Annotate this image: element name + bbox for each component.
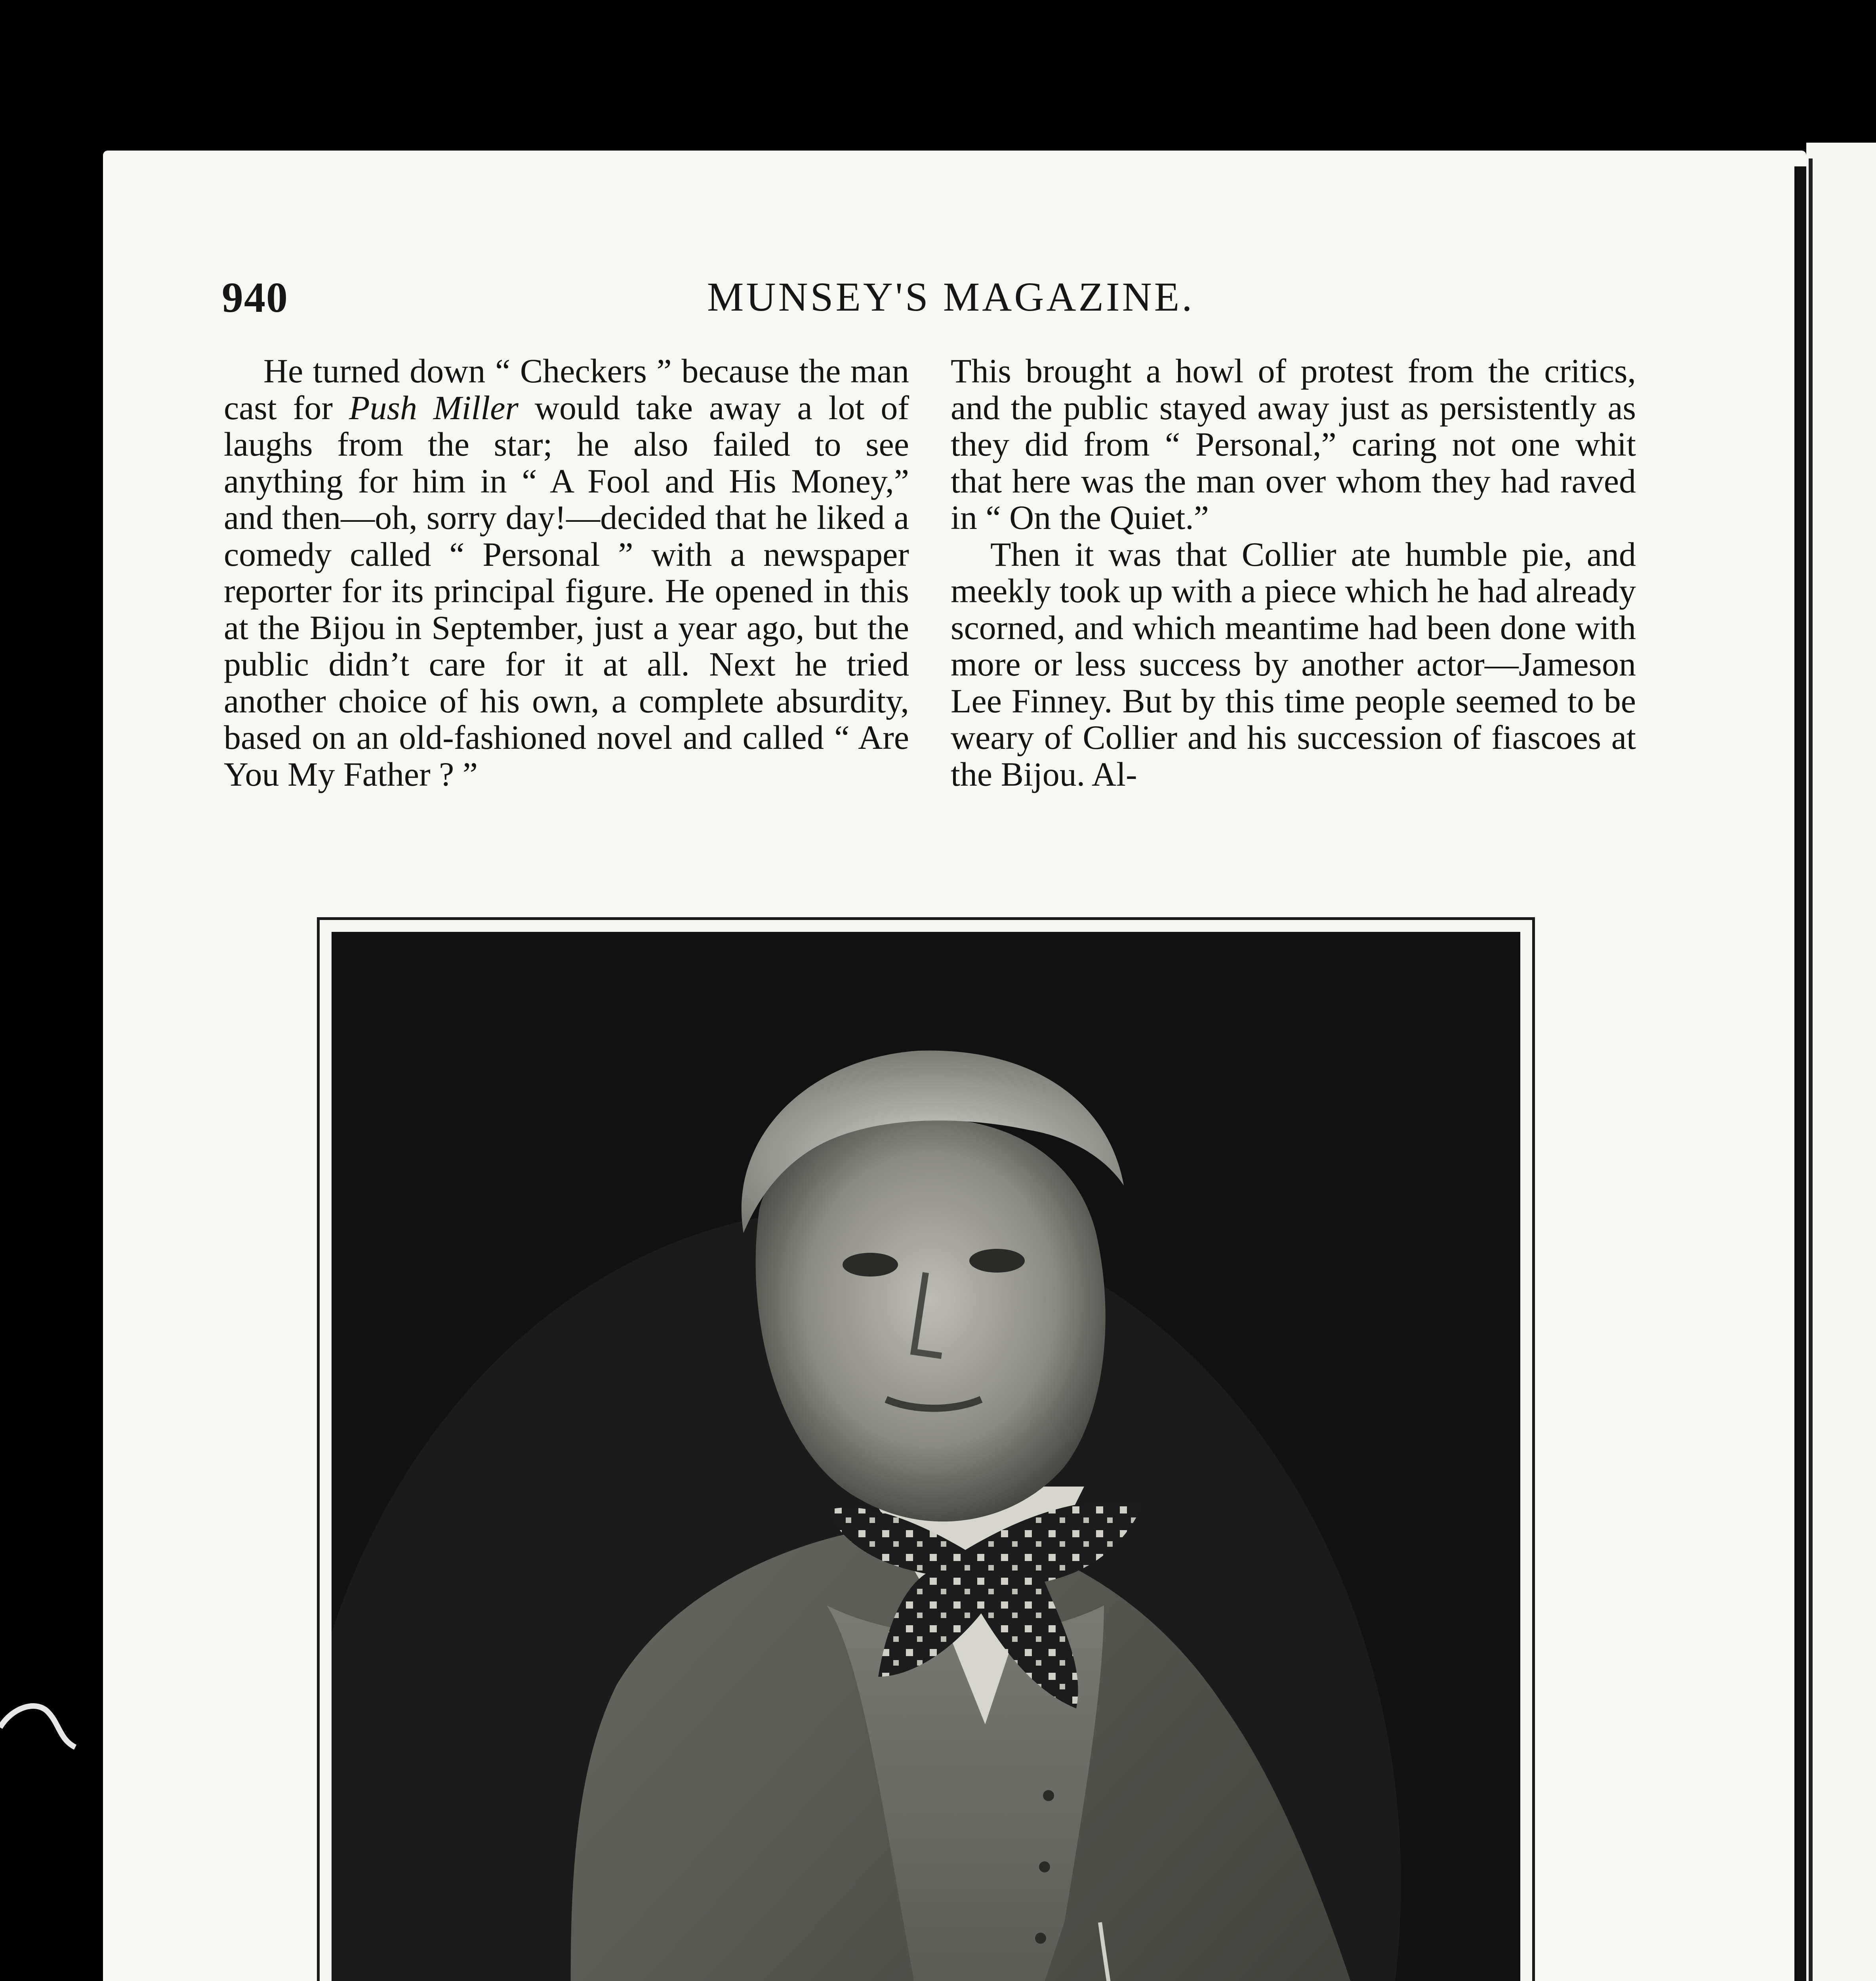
paragraph-text: would take away a lot of laughs from the star; he also failed to see anything for him in “ A Fool and His Money,” and then—oh, sorry day!—decided that he liked a comedy called “ Personal ” with a newspaper reporter for its principal figure. He opened in this at the Bijou in September, just a year ago, but the public didn’t care for it at all. Next he tried another choice of his own, a complete absurdity, based on an old-fashioned novel and called “ Are You My Father ? ”: [224, 388, 909, 793]
portrait-illustration: [332, 932, 1520, 1981]
facing-page-border: [1809, 158, 1813, 1981]
facing-page-edge: [1806, 143, 1876, 1981]
magazine-title: MUNSEY'S MAGAZINE.: [707, 274, 1195, 320]
article-column-left: [224, 353, 909, 792]
page-gutter-shadow: [1794, 166, 1806, 1981]
article-paragraph: [224, 353, 909, 792]
portrait-photograph: [332, 932, 1520, 1981]
article-column-right: [951, 353, 1636, 792]
page-number: 940: [222, 274, 288, 321]
scan-artifact-mark: [0, 1684, 103, 1771]
photo-frame: [317, 917, 1535, 1981]
article-paragraph: Then it was that Collier ate humble pie, and meekly took up with a piece which he had already scorned, and which meantime had been done with more or less success by another actor—Jameson Lee Finney. But by this time people seemed to be weary of Collier and his succession of fiascoes at the Bijou. Al-: [951, 535, 1636, 793]
article-paragraph: This brought a howl of protest from the critics, and the public stayed away just as persistently as they did from “ Personal,” caring not one whit that here was the man over whom they had raved in “ On the Quiet.”: [951, 352, 1636, 536]
paragraph-text: He turned down “ Checkers ” because the man cast for: [224, 352, 909, 427]
character-name: Push Miller: [349, 388, 519, 427]
running-head: [222, 273, 1632, 329]
